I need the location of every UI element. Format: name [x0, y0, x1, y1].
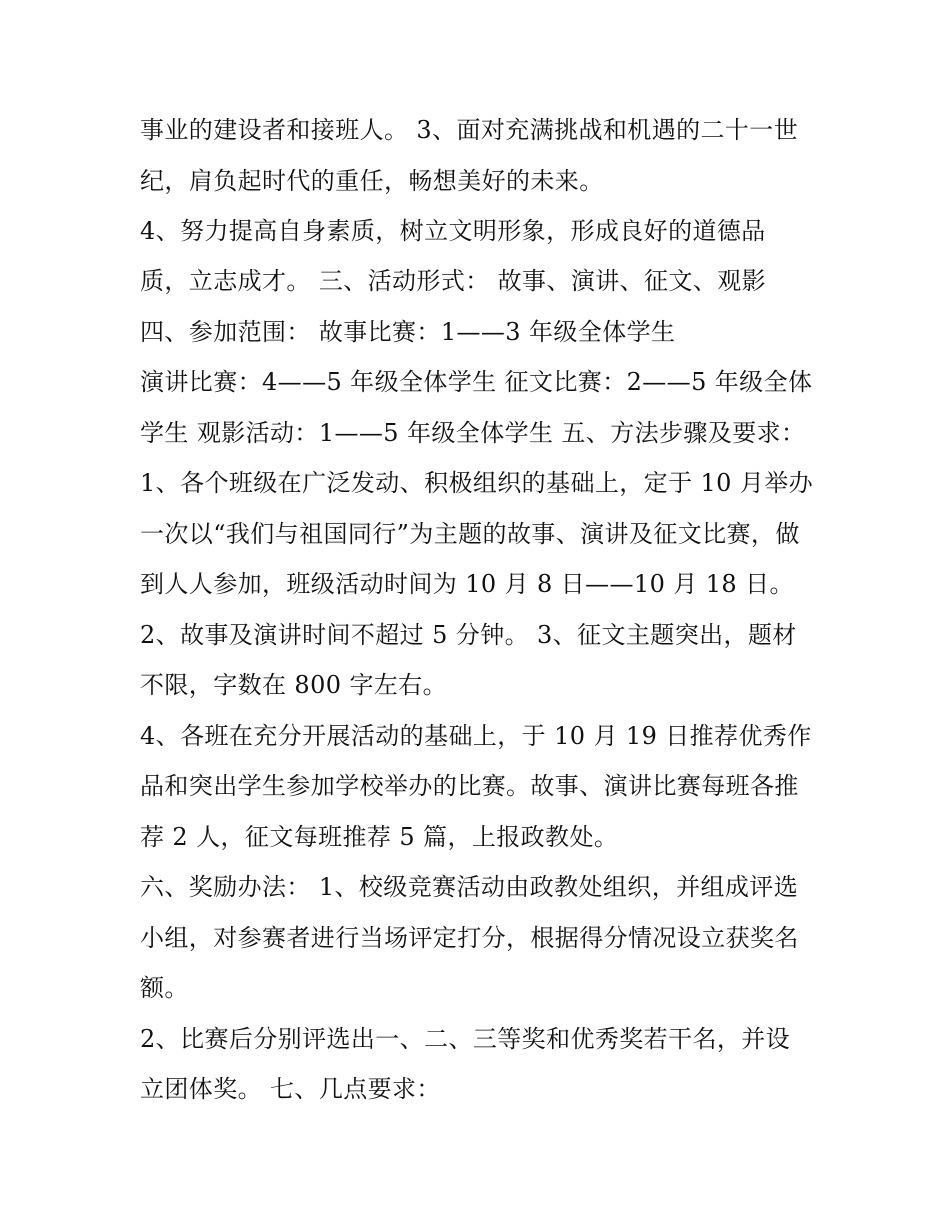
text-line: 演讲比赛：4——5 年级全体学生 征文比赛：2——5 年级全体 [140, 368, 813, 396]
text-line: 六、奖励办法： 1、校级竞赛活动由政教处组织，并组成评选 [140, 873, 799, 901]
text-line: 学生 观影活动：1——5 年级全体学生 五、方法步骤及要求： [140, 419, 806, 447]
text-line: 品和突出学生参加学校举办的比赛。故事、演讲比赛每班各推 [140, 772, 799, 800]
text-line: 立团体奖。 七、几点要求： [140, 1075, 441, 1103]
text-line: 额。 [140, 974, 189, 1002]
text-line: 荐 2 人，征文每班推荐 5 篇，上报政教处。 [140, 823, 619, 851]
text-line: 4、各班在充分开展活动的基础上，于 10 月 19 日推荐优秀作 [140, 722, 812, 750]
text-line: 2、比赛后分别评选出一、二、三等奖和优秀奖若干名，并设 [140, 1025, 791, 1053]
text-line: 一次以“我们与祖国同行”为主题的故事、演讲及征文比赛，做 [140, 520, 800, 548]
text-line: 不限，字数在 800 字左右。 [140, 671, 448, 699]
text-line: 纪，肩负起时代的重任，畅想美好的未来。 [140, 167, 604, 195]
text-line: 1、各个班级在广泛发动、积极组织的基础上，定于 10 月举办 [140, 469, 814, 497]
text-line: 小组，对参赛者进行当场评定打分，根据得分情况设立获奖名 [140, 924, 799, 952]
text-line: 事业的建设者和接班人。 3、面对充满挑战和机遇的二十一世 [140, 116, 799, 144]
text-line: 四、参加范围： 故事比赛：1——3 年级全体学生 [140, 318, 676, 346]
text-line: 4、努力提高自身素质，树立文明形象，形成良好的道德品 [140, 217, 766, 245]
text-line: 质，立志成才。 三、活动形式： 故事、演讲、征文、观影 [140, 267, 767, 295]
text-line: 2、故事及演讲时间不超过 5 分钟。 3、征文主题突出，题材 [140, 621, 797, 649]
text-line: 到人人参加，班级活动时间为 10 月 8 日——10 月 18 日。 [140, 570, 794, 598]
